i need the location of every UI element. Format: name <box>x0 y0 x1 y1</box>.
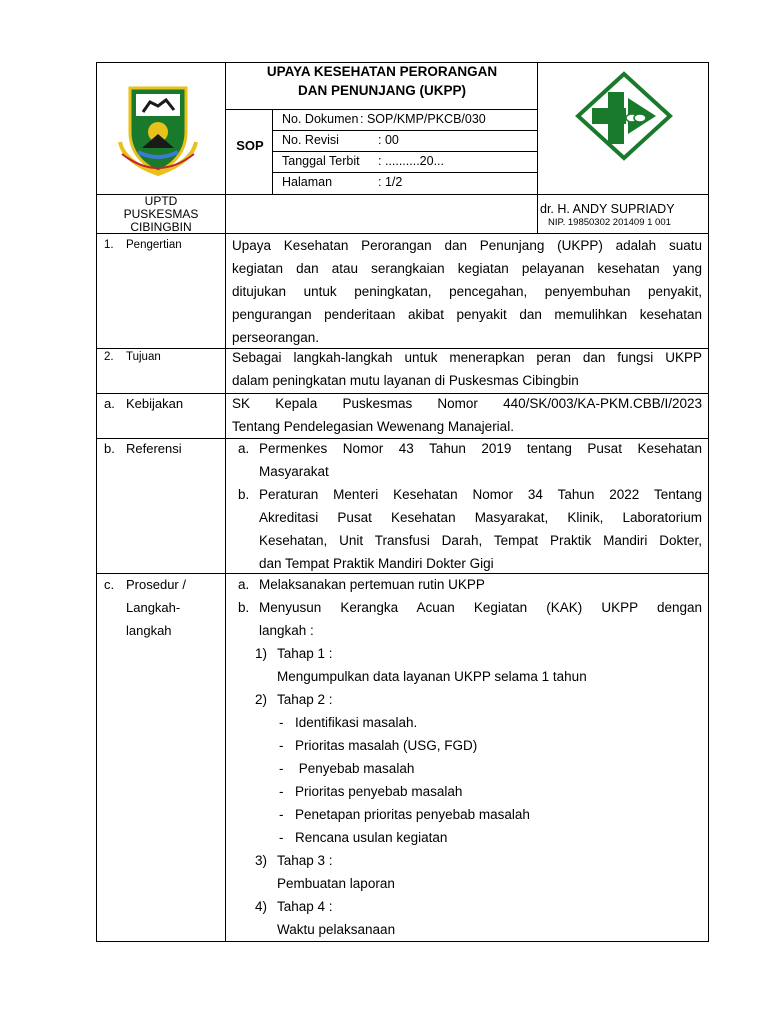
section-title: Tujuan <box>126 351 161 363</box>
section-title: Langkah- <box>126 600 181 615</box>
text-line: perseorangan. <box>232 330 320 345</box>
text-line: langkah : <box>259 623 314 638</box>
list-item: Rencana usulan kegiatan <box>295 830 448 845</box>
dash-marker: - <box>279 807 284 822</box>
sop-label: SOP <box>236 138 264 153</box>
kebijakan-text <box>232 392 702 438</box>
section-label-referensi <box>104 437 224 460</box>
meta-row-halaman <box>282 175 402 190</box>
step-title: Tahap 2 : <box>277 692 333 707</box>
org-line: PUSKESMAS <box>123 207 199 221</box>
list-item: Penyebab masalah <box>295 761 415 776</box>
section-label-pengertian <box>104 234 224 257</box>
step-marker: 2) <box>255 692 268 707</box>
dash-marker: - <box>279 784 284 799</box>
prosedur-item-b <box>259 596 702 642</box>
text-line: Permenkes Nomor 43 Tahun 2019 tentang Pusat Kesehatan <box>259 441 702 456</box>
title-line: UPAYA KESEHATAN PERORANGAN <box>266 64 498 79</box>
section-number: b. <box>104 441 115 456</box>
step-title: Tahap 4 : <box>277 899 333 914</box>
org-line: CIBINGBIN <box>130 220 192 234</box>
text-line: dan Tempat Praktik Mandiri Dokter Gigi <box>259 556 494 571</box>
divider <box>537 62 538 233</box>
section-title: Referensi <box>126 441 182 456</box>
text-line: dalam peningkatan mutu layanan di Puskesmas Cibingbin <box>232 373 579 388</box>
meta-row-revisi <box>282 133 399 148</box>
pengertian-text <box>232 234 702 349</box>
dash-marker: - <box>279 738 284 753</box>
text-line: ditujukan untuk peningkatan, pencegahan, penyembuhan penyakit, <box>232 284 702 299</box>
text-line: kegiatan dan atau serangkaian kegiatan pelayanan kesehatan yang <box>232 261 702 276</box>
text-line: Upaya Kesehatan Perorangan dan Penunjang (UKPP) adalah suatu <box>232 238 702 253</box>
meta-key: Halaman <box>282 175 333 189</box>
text-line: Tentang Pendelegasian Wewenang Manajerial. <box>232 419 514 434</box>
step-detail: Waktu pelaksanaan <box>277 922 396 937</box>
step-marker: 3) <box>255 853 268 868</box>
text-line: pengurangan penderitaan akibat penyakit dan memulihkan kesehatan <box>232 307 702 322</box>
section-label-kebijakan <box>104 392 224 415</box>
document-title <box>228 62 536 100</box>
section-number: a. <box>104 396 115 411</box>
list-marker: b. <box>238 487 250 502</box>
section-label-prosedur <box>104 573 224 642</box>
step-detail: Pembuatan laporan <box>277 876 395 891</box>
list-marker: b. <box>238 600 250 615</box>
step-marker: 1) <box>255 646 268 661</box>
regency-emblem-logo <box>110 82 206 178</box>
section-number: 1. <box>104 239 114 251</box>
meta-key: No. Revisi <box>282 133 339 147</box>
section-number: c. <box>104 577 115 592</box>
list-item: Prioritas masalah (USG, FGD) <box>295 738 478 753</box>
puskesmas-logo <box>574 70 674 162</box>
dash-marker: - <box>279 761 284 776</box>
meta-key: No. Dokumen <box>282 112 359 126</box>
step-marker: 4) <box>255 899 268 914</box>
step-title: Tahap 1 : <box>277 646 333 661</box>
section-title: langkah <box>126 623 172 638</box>
text-line: Kesehatan, Unit Transfusi Darah, Tempat Praktik Mandiri Dokter, <box>259 533 702 548</box>
referensi-item-a <box>259 437 702 483</box>
divider <box>225 109 537 110</box>
text-line: Peraturan Menteri Kesehatan Nomor 34 Tahun 2022 Tentang <box>259 487 702 502</box>
section-title: Kebijakan <box>126 396 184 411</box>
text-line: SK Kepala Puskesmas Nomor 440/SK/003/KA-PKM.CBB/I/2023 <box>232 396 702 411</box>
step-detail: Mengumpulkan data layanan UKPP selama 1 tahun <box>277 669 587 684</box>
list-item: Identifikasi masalah. <box>295 715 418 730</box>
prosedur-item-a: Melaksanakan pertemuan rutin UKPP <box>259 577 485 592</box>
org-line: UPTD <box>144 194 178 208</box>
table-border-bottom <box>96 941 709 942</box>
tujuan-text <box>232 346 702 392</box>
meta-key: Tanggal Terbit <box>282 154 360 168</box>
signer-nip: NIP. 19850302 201409 1 001 <box>548 217 671 228</box>
divider <box>272 151 537 152</box>
dash-marker: - <box>279 830 284 845</box>
signer-block <box>540 202 708 228</box>
section-number: 2. <box>104 351 114 363</box>
referensi-item-b <box>259 483 702 575</box>
section-title: Prosedur / <box>126 577 186 592</box>
divider <box>272 172 537 173</box>
list-marker: a. <box>238 441 250 456</box>
title-line: DAN PENUNJANG (UKPP) <box>297 83 466 98</box>
step-title: Tahap 3 : <box>277 853 333 868</box>
meta-row-tanggal <box>282 154 444 169</box>
signer-name: dr. H. ANDY SUPRIADY <box>540 202 675 216</box>
text-line: Akreditasi Pusat Kesehatan Masyarakat, Klinik, Laboratorium <box>259 510 702 525</box>
meta-row-dokumen <box>282 112 486 127</box>
list-marker: a. <box>238 577 250 592</box>
meta-value: : SOP/KMP/PKCB/030 <box>360 112 486 126</box>
list-item: Penetapan prioritas penyebab masalah <box>295 807 530 822</box>
section-title: Pengertian <box>126 239 182 251</box>
section-label-tujuan <box>104 346 224 369</box>
list-item: Prioritas penyebab masalah <box>295 784 463 799</box>
divider <box>272 130 537 131</box>
meta-value: : ..........20... <box>378 154 444 168</box>
text-line: Sebagai langkah-langkah untuk menerapkan peran dan fungsi UKPP <box>232 350 702 365</box>
meta-value: : 1/2 <box>378 175 403 189</box>
meta-value: : 00 <box>378 133 399 147</box>
text-line: Menyusun Kerangka Acuan Kegiatan (KAK) UKPP dengan <box>259 600 702 615</box>
dash-marker: - <box>279 715 284 730</box>
text-line: Masyarakat <box>259 464 329 479</box>
organization-name <box>98 195 224 234</box>
